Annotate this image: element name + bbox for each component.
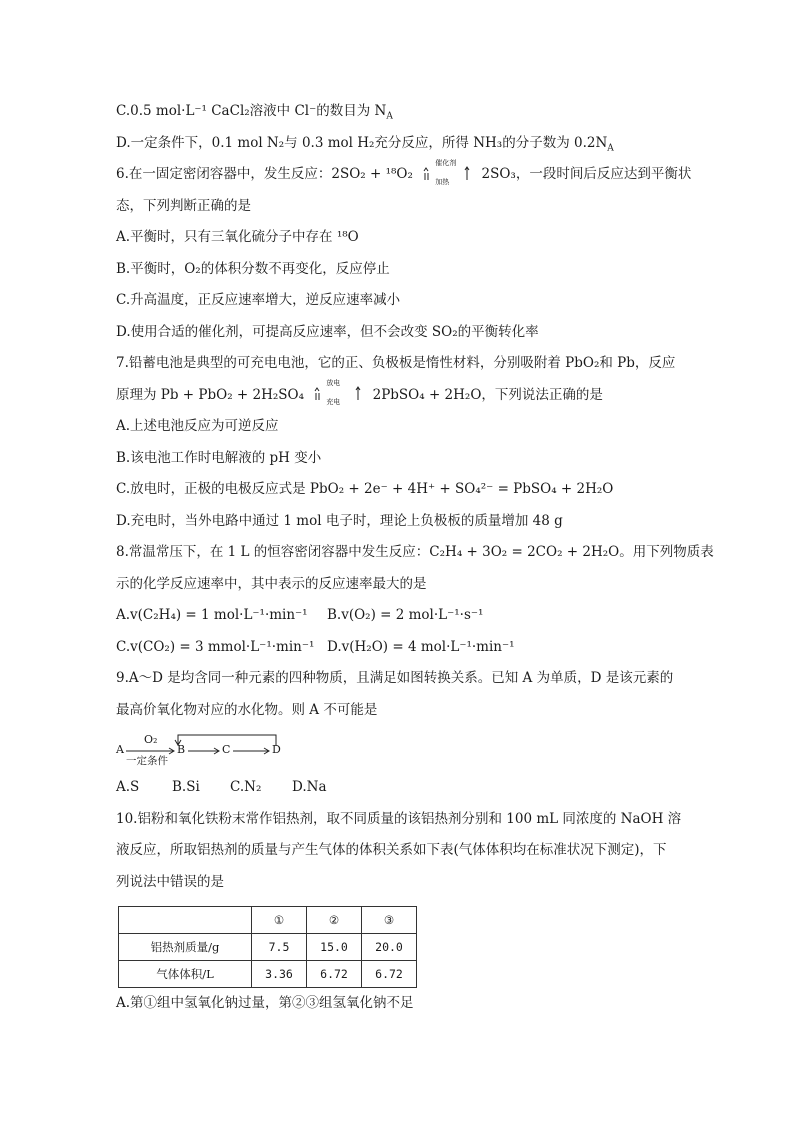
option-c-prev: C.0.5 mol·L⁻¹ CaCl₂溶液中 Cl⁻的数目为 $N_A$: [116, 103, 393, 122]
table-cell: 20.0: [362, 934, 417, 961]
q10-option-a: A.第①组中氢氧化钠过量，第②③组氢氧化钠不足: [116, 995, 414, 1011]
q9-option-a: A.S: [116, 779, 140, 795]
table-cell: 铝热剂质量/g: [119, 934, 252, 961]
q9-stem-line1: 9.A～D 是均含同一种元素的四种物质，且满足如图转换关系。已知 A 为单质，D 是该元素的: [116, 670, 674, 686]
equilibrium-arrow: 催化剂 加热: [421, 162, 473, 188]
q6-option-a: A.平衡时，只有三氧化硫分子中存在 ¹⁸O: [116, 229, 359, 245]
table-header-cell: ①: [252, 907, 307, 934]
q10-stem-line1: 10.铝粉和氧化铁粉末常作铝热剂，取不同质量的该铝热剂分别和 100 mL 同浓度的 NaOH 溶: [116, 810, 682, 827]
table-cell: 6.72: [307, 961, 362, 988]
exam-page: [116, 96, 714, 1020]
table-header-cell: ③: [362, 907, 417, 934]
q7-option-d: D.充电时，当外电路中通过 1 mol 电子时，理论上负极板的质量增加 48 g: [116, 512, 563, 529]
q8-stem-line1: 8.常温常压下，在 1 L 的恒容密闭容器中发生反应：C₂H₄ + 3O₂ = 2CO₂ + 2H₂O。用下列物质表: [116, 544, 714, 560]
node-c: C: [222, 743, 231, 756]
q10-stem-line3: 列说法中错误的是: [116, 873, 224, 890]
conversion-diagram: [116, 730, 686, 772]
q6-stem-line2: 态，下列判断正确的是: [116, 197, 251, 214]
q6-option-b: B.平衡时，O₂的体积分数不再变化，反应停止: [116, 260, 390, 277]
table-cell: 7.5: [252, 934, 307, 961]
q7-stem-line2: 原理为 Pb + PbO₂ + 2H₂SO₄ 放电 充电 2PbSO₄ + 2H₂O，下列说法正确的是: [116, 379, 603, 406]
q8-option-a: A.v(C₂H₄) = 1 mol·L⁻¹·min⁻¹: [116, 607, 308, 623]
q6-option-c: C.升高温度，正反应速率增大，逆反应速率减小: [116, 292, 401, 308]
q7-option-a: A.上述电池反应为可逆反应: [116, 418, 279, 434]
q9-stem-line2: 最高价氧化物对应的水化物。则 A 不可能是: [116, 701, 378, 718]
node-b: B: [177, 743, 186, 756]
q7-option-b: B.该电池工作时电解液的 pH 变小: [116, 449, 322, 466]
q8-option-d: D.v(H₂O) = 4 mol·L⁻¹·min⁻¹: [327, 638, 515, 655]
q9-option-c: C.N₂: [230, 779, 262, 795]
condition-label: 一定条件: [126, 755, 168, 767]
q9-option-d: D.Na: [292, 779, 327, 795]
table-cell: 3.36: [252, 961, 307, 988]
table-cell: 气体体积/L: [119, 961, 252, 988]
q8-option-c: C.v(CO₂) = 3 mmol·L⁻¹·min⁻¹: [116, 638, 315, 655]
table-cell: 15.0: [307, 934, 362, 961]
q8-stem-line2: 示的化学反应速率中，其中表示的反应速率最大的是: [116, 575, 427, 592]
q8-options-row2: [116, 632, 686, 664]
q6-stem-line1: 6.在一固定密闭容器中，发生反应：2SO₂ + ¹⁸O₂ 催化剂 加热 2SO₃，一段时间后反应达到平衡状: [116, 158, 692, 186]
q9-options-row: [116, 772, 686, 804]
q8-options-row1: [116, 600, 686, 632]
q8-option-b: B.v(O₂) = 2 mol·L⁻¹·s⁻¹: [327, 607, 484, 623]
q7-stem-line1: 7.铅蓄电池是典型的可充电电池，它的正、负极板是惰性材料，分别吸附着 PbO₂和 Pb，反应: [116, 355, 676, 371]
node-d: D: [272, 743, 281, 756]
q7-option-c: C.放电时，正极的电极反应式是 PbO₂ + 2e⁻ + 4H⁺ + SO₄²⁻ = PbSO₄ + 2H₂O: [116, 481, 614, 497]
charge-discharge-arrow: 放电 充电: [312, 382, 364, 408]
node-a: A: [116, 743, 124, 756]
table-row: [119, 934, 417, 961]
reagent-o2: O₂: [144, 733, 158, 746]
table-header-cell: [119, 907, 252, 934]
table-header-cell: ②: [307, 907, 362, 934]
q10-stem-line2: 液反应，所取铝热剂的质量与产生气体的体积关系如下表(气体体积均在标准状况下测定)，下: [116, 842, 667, 858]
table-row: [119, 961, 417, 988]
table-header-row: [119, 907, 417, 934]
q9-option-b: B.Si: [172, 779, 200, 795]
option-d-prev: D.一定条件下，0.1 mol N₂与 0.3 mol H₂充分反应，所得 NH₃的分子数为 $0.2N_A$: [116, 134, 614, 154]
q6-option-d: D.使用合适的催化剂，可提高反应速率，但不会改变 SO₂的平衡转化率: [116, 323, 539, 340]
table-cell: 6.72: [362, 961, 417, 988]
thermite-table: [118, 906, 417, 988]
